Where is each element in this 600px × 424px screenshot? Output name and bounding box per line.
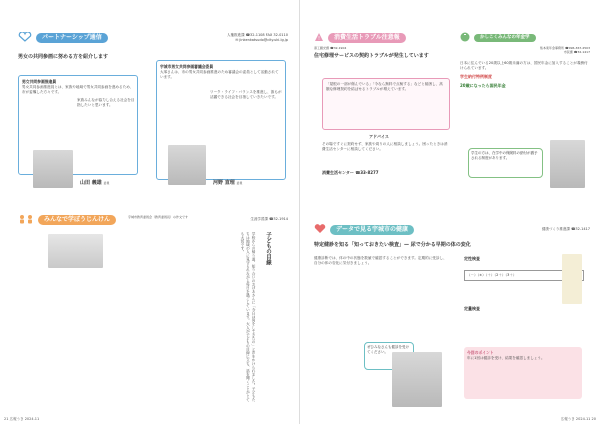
human-rights-note: 宇城市教育委員会（教育委員長）の作文です xyxy=(128,215,189,219)
partnership-section xyxy=(18,30,288,205)
qualitative-label: 定性検査 xyxy=(464,256,480,261)
council-box-text: 大塚さんは、市の男女共同参画推進のため審議会の委員として活動されています。 xyxy=(160,69,279,79)
pension-text: 日本に住んでいる20歳以上60歳未満の方は、国民年金に加入することが義務付けられています。 xyxy=(460,60,588,70)
human-rights-title: みんなで学ぼうじんけん xyxy=(38,215,116,226)
partnership-header xyxy=(18,30,288,46)
svg-text:!: ! xyxy=(317,36,321,43)
consumer-case-text: 「屋根の一部が傷んでいる」「今なら無料で点検する」などと勧誘し、高額な修理契約を結ばせるトラブルが増えています。 xyxy=(326,82,443,92)
human-rights-body: 学校からの帰り道、知り合いのおばあさんに「今日は何をしてきたの」と声をかけられました。子どもたちは地域の人に見守られながら毎日を過ごしています。大人が子どもの目線に立ち、話を聞くことがとても大切です。 xyxy=(240,232,256,402)
health-bubble: ぜひみなさんも健診を受けてください。 xyxy=(364,342,414,370)
right-page xyxy=(300,0,600,424)
advice-text: その場ですぐに契約せず、家族や周りの人に相談しましょう。困ったときは消費生活センターに相談してください。 xyxy=(322,142,448,152)
consumer-header xyxy=(314,30,454,46)
consumer-case-box xyxy=(322,78,450,130)
consumer-title: 消費生活トラブル注意報 xyxy=(328,33,406,44)
partnership-contact: 人権推進課 ☎32-1108 FAX 32-0110 ✉ jinkenkatsudo@city.uki.lg.jp xyxy=(227,32,288,42)
human-rights-contact: 生涯学習課 ☎32-1914 xyxy=(250,217,288,222)
health-header xyxy=(314,222,590,238)
promoter-box-text: 男女共同参画推進員とは、家族や地域で男女共同参画を進めるため、市が委嘱した方々です。 xyxy=(22,84,134,94)
council-box-title: 宇城市男女共同参画審議会委員 xyxy=(160,64,214,69)
health-section xyxy=(314,222,590,412)
pension-header xyxy=(460,30,590,46)
health-person-photo xyxy=(392,352,442,407)
people-icon xyxy=(18,214,34,226)
person2-photo xyxy=(168,145,206,185)
promoter-quote: 家族みんなが協力し合える社会を目指したいと思います。 xyxy=(77,97,135,108)
health-point-text: 年に1回は健診を受け、結果を確認しましょう。 xyxy=(467,355,545,360)
pension-title: かしこくみんなの年金学 xyxy=(474,34,536,43)
consumer-center: 消費生活センター ☎33-8277 xyxy=(322,170,379,175)
partnership-heading: 男女の共同参画に努める方を紹介します xyxy=(18,54,109,60)
test-strip-image xyxy=(562,254,582,304)
piggybank-icon xyxy=(460,32,470,44)
person2-name: 河野 直理 委員 xyxy=(213,180,243,186)
health-point-title: 今回のポイント xyxy=(467,350,494,355)
person1-photo xyxy=(33,150,73,188)
health-text: 健康診断では、体の中の状態を数値で確認することができます。定期的に受診し、自分の体の変化に気付きましょう。 xyxy=(314,256,447,266)
council-quote: ワーク・ライフ・バランスを推進し、誰もが活躍できる社会を目指していきたいです。 xyxy=(210,89,282,100)
heartbeat-icon xyxy=(314,224,326,236)
left-page-number: 21 広報うき 2024.11 xyxy=(4,416,40,421)
quantitative-label: 定量検査 xyxy=(464,305,480,311)
health-title: データで見る宇城市の健康 xyxy=(330,225,414,236)
heart-icon xyxy=(18,32,32,44)
health-contact: 健康づくり推進課 ☎32-1417 xyxy=(541,227,590,232)
consumer-contact: 商工観光課 ☎32-1904 xyxy=(314,46,347,50)
partnership-title: パートナーシップ通信 xyxy=(36,33,108,44)
right-page-number: 広報うき 2024.11 20 xyxy=(560,416,596,421)
consumer-heading: 住宅修理サービスの契約トラブルが発生しています xyxy=(314,53,429,60)
health-point-box xyxy=(464,347,582,399)
consumer-section xyxy=(314,30,454,210)
pension-contact: 熊本東年金事務所 ☎096-367-2503 市民課 ☎32-1417 xyxy=(540,46,590,55)
human-rights-section xyxy=(18,212,288,412)
person1-name: 山田 義雄 委員 xyxy=(80,180,110,186)
pension-heading: 20歳になったら国民年金 xyxy=(460,82,506,88)
pension-highlight: 学生納付特例制度 xyxy=(460,74,492,80)
warning-icon xyxy=(314,32,324,44)
human-rights-illustration xyxy=(48,234,103,268)
advice-label: アドバイス xyxy=(369,134,389,139)
human-rights-subtitle: 子どもの目線 xyxy=(264,232,271,265)
health-heading: 特定健診を知る「知っておきたい検査」— 尿で分かる早期の体の変化 xyxy=(314,242,471,248)
qualitative-scale: （－）（±）（＋）（2＋）（3＋） xyxy=(464,270,584,281)
pension-bubble: 学生の方は、在学中の保険料の納付が猶予される制度があります。 xyxy=(468,148,543,178)
pension-section xyxy=(460,30,590,210)
promoter-box-title: 男女共同参画推進員 xyxy=(22,79,57,84)
pension-person-photo xyxy=(550,140,585,188)
